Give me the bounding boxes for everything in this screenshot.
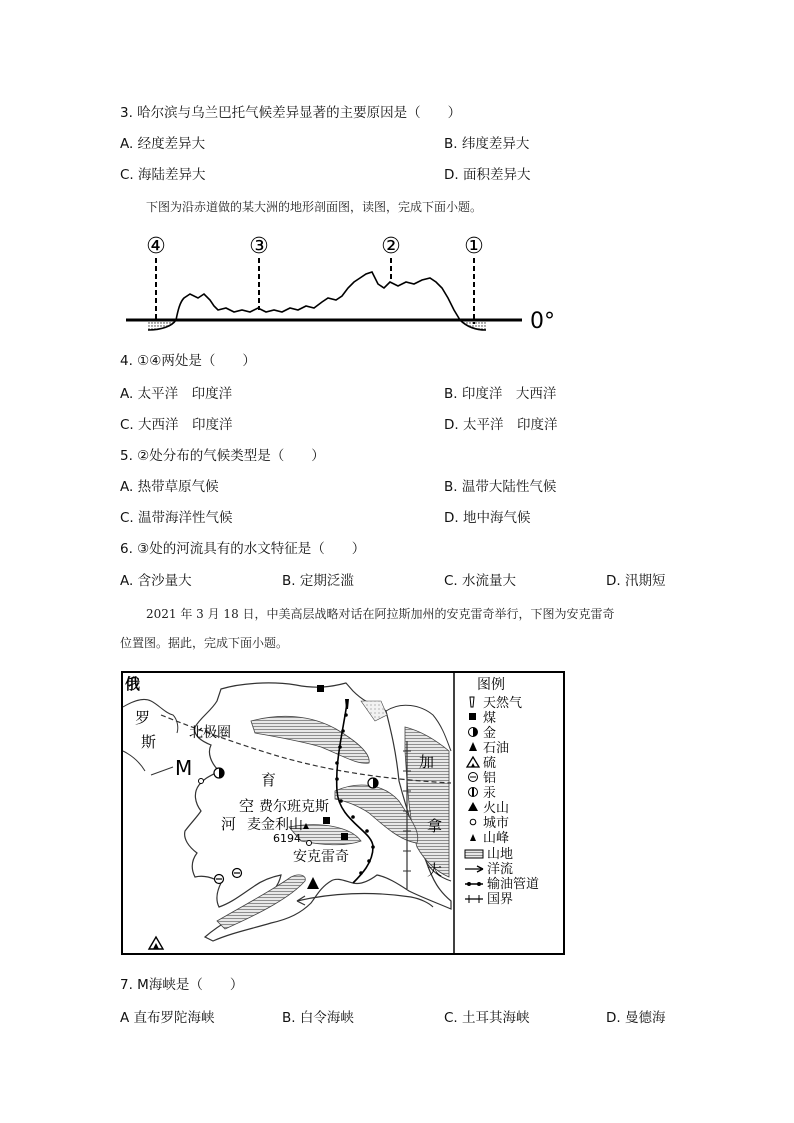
intro-map-line2: 位置图。据此，完成下面小题。 [120,636,289,650]
intro-map-line1: 2021 年 3 月 18 日，中美高层战略对话在阿拉斯加州的安克雷奇举行，下图为安克雷奇 [146,607,615,621]
legend-current: 洋流 [487,862,514,877]
q6-option-d: D. 汛期短 [606,573,666,589]
q4-option-a: A. 太平洋 印度洋 [120,386,233,402]
q3-option-a: A. 经度差异大 [120,136,206,152]
q3-option-b: B. 纬度差异大 [444,136,530,152]
label-luo: 罗 [135,709,151,727]
label-he: 河 [221,815,237,833]
label-arctic-circle: 北极圈 [189,725,231,741]
label-si: 斯 [141,733,157,751]
legend-city: 城市 [483,816,510,831]
label-anchorage: 安克雷奇 [293,849,349,865]
q6-option-b: B. 定期泛滥 [282,573,354,589]
coal-symbol-north [317,685,324,692]
q7-option-d: D. 曼德海 [606,1010,666,1026]
legend-sulfur: 硫 [483,756,497,771]
q6-stem: 6. ③处的河流具有的水文特征是（ ） [120,541,366,557]
label-elevation: 6194 [273,832,301,845]
intro-profile: 下图为沿赤道做的某大洲的地形剖面图，读图，完成下面小题。 [146,200,483,214]
q5-option-d: D. 地中海气候 [444,510,531,526]
coal-icon [469,713,476,720]
legend-oil: 石油 [483,741,510,756]
q4-option-c: C. 大西洋 印度洋 [120,417,233,433]
equator-terrain-profile [118,226,578,344]
legend-natural-gas: 天然气 [483,696,523,711]
natural-gas-icon [470,697,474,707]
q5-option-c: C. 温带海洋性气候 [120,510,233,526]
q4-option-d: D. 太平洋 印度洋 [444,417,558,433]
mountain-icon [465,850,483,858]
legend-coal: 煤 [483,711,497,726]
q4-option-b: B. 印度洋 大西洋 [444,386,557,402]
q5-option-a: A. 热带草原气候 [120,479,219,495]
legend-gold: 金 [483,726,497,741]
legend-peak: 山峰 [483,831,510,846]
marker-3: ③ [249,234,269,259]
legend-mercury: 汞 [483,786,497,801]
coal-symbol-fairbanks [323,817,330,824]
marker-1: ① [464,234,484,259]
q7-option-c: C. 土耳其海峡 [444,1010,530,1026]
zero-degree-label: 0° [530,309,555,334]
label-kong: 空 [239,797,255,815]
legend-volcano: 火山 [483,801,510,816]
marker-4: ④ [146,234,166,259]
legend-border: 国界 [487,892,514,907]
legend-aluminum: 铝 [483,771,497,786]
label-yu: 育 [261,771,277,789]
label-mckinley: 麦金利山 [247,817,303,833]
label-na: 拿 [427,817,443,835]
legend-title: 图例 [477,677,505,693]
label-strait-m: M [175,756,193,780]
label-fairbanks: 费尔班克斯 [259,799,329,815]
label-e: 俄 [125,675,141,693]
q3-option-d: D. 面积差异大 [444,167,531,183]
q3-option-c: C. 海陆差异大 [120,167,206,183]
city-icon [470,819,476,825]
q4-stem: 4. ①④两处是（ ） [120,353,256,369]
legend-mountain: 山地 [487,847,514,862]
q3-stem: 3. 哈尔滨与乌兰巴托气候差异显著的主要原因是（ ） [120,105,462,121]
q7-stem: 7. M海峡是（ ） [120,977,244,993]
label-da: 大 [427,861,443,879]
coal-symbol-south [341,833,348,840]
label-jia: 加 [419,753,435,771]
anchorage-city-symbol [307,841,312,846]
q5-option-b: B. 温带大陆性气候 [444,479,557,495]
q7-option-b: B. 白令海峡 [282,1010,354,1026]
q5-stem: 5. ②处分布的气候类型是（ ） [120,448,325,464]
q6-option-a: A. 含沙量大 [120,573,192,589]
legend-pipeline: 输油管道 [487,877,540,892]
q7-option-a: A 直布罗陀海峡 [120,1010,215,1026]
q6-option-c: C. 水流量大 [444,573,517,589]
terrain-line [176,272,460,320]
anchorage-location-map [121,671,565,955]
marker-2: ② [381,234,401,259]
